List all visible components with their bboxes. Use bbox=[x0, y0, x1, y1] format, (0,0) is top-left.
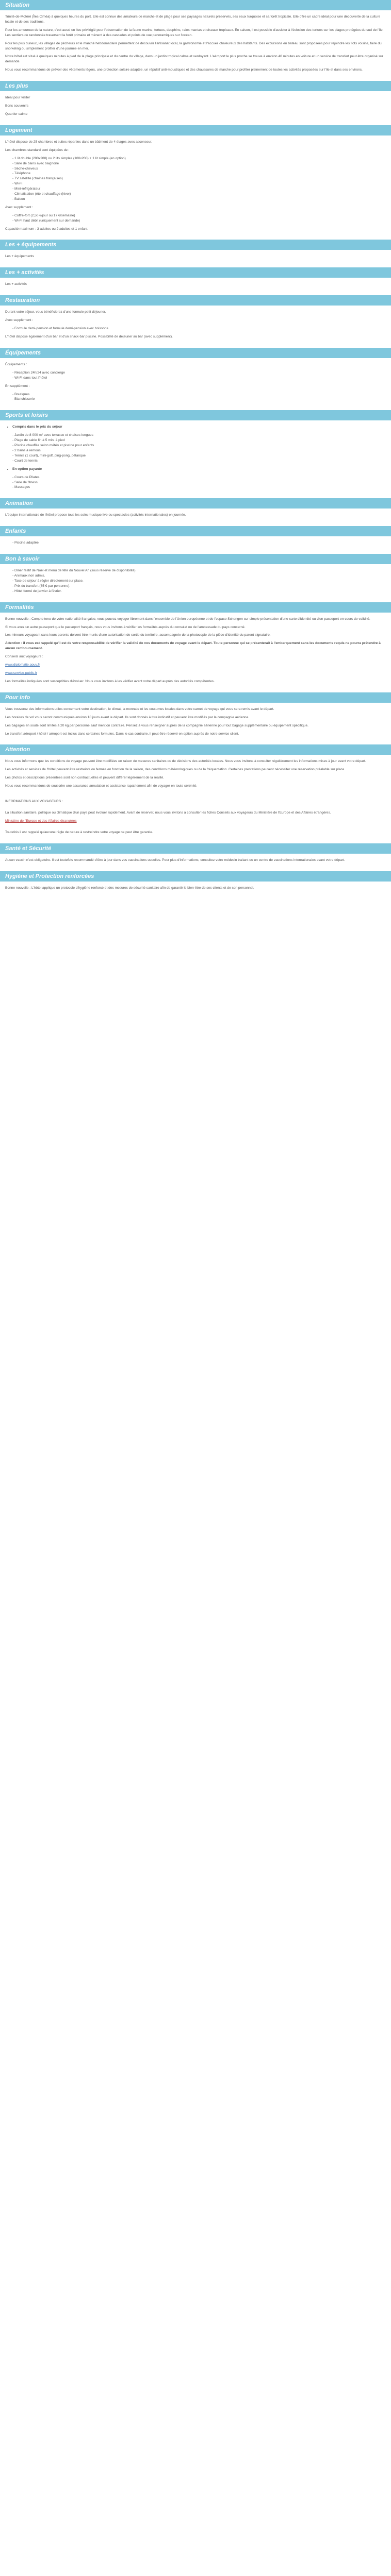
les-plus-item: Quartier calme bbox=[5, 112, 28, 116]
situation-paragraph: Pour les amoureux de la nature, c'est aussi un lieu privilégié pour l'observation de la faune marine, tortues, dauphins, raies mantas et oiseaux tropicaux. En saison, il est possible d'assister à l'éclosion des tortues sur les plages protégées du sud de l'île. Les sentiers de randonnée traversent la forêt primaire et mènent à des cascades et points de vue panoramiques sur l'océan. bbox=[5, 28, 384, 37]
logement-supp-list bbox=[5, 213, 386, 224]
pour-info-paragraph: Les bagages en soute sont limités à 20 kg par personne sauf mention contraire. Pensez à vous renseigner auprès de la compagnie aérienne pour tout bagage supplémentaire ou équipement spécifique. bbox=[5, 723, 308, 727]
section-title-les-plus: Les plus bbox=[0, 81, 391, 91]
bon-a-savoir-list bbox=[5, 568, 386, 594]
equip-detail-sub-list bbox=[5, 392, 386, 402]
section-title-logement: Logement bbox=[0, 125, 391, 135]
logement-section bbox=[0, 135, 391, 240]
animation-section bbox=[0, 509, 391, 526]
external-link[interactable]: www.diplomatie.gouv.fr bbox=[5, 663, 40, 667]
formalites-closing: Les formalités indiquées sont susceptibles d'évoluer. Nous vous invitons à les vérifier avant votre départ auprès des autorités compétentes. bbox=[5, 679, 215, 683]
attention-info-label: INFORMATIONS AUX VOYAGEURS : bbox=[5, 800, 63, 804]
les-plus-section bbox=[0, 91, 391, 125]
list-item: - Tennis (1 court), mini-golf, ping-pong, pétanque bbox=[12, 453, 386, 459]
list-item: - Salle de fitness bbox=[12, 480, 386, 485]
section-title-sante: Santé et Sécurité bbox=[0, 843, 391, 854]
section-title-equip-detail: Équipements bbox=[0, 348, 391, 358]
section-title-enfants: Enfants bbox=[0, 526, 391, 536]
situation-paragraph: Nous vous recommandons de prévoir des vêtements légers, une protection solaire adaptée, un répulsif anti-moustiques et des chaussures de marche pour profiter pleinement de toutes les activités proposées sur l'île et dans ses environs. bbox=[5, 68, 363, 72]
hygiene-text: Bonne nouvelle : L'hôtel applique un protocole d'hygiène renforcé et des mesures de sécurité sanitaire afin de garantir le bien-être de ses clients et de son personnel. bbox=[5, 886, 254, 890]
list-item: - Massages bbox=[12, 485, 386, 490]
list-item: - Coffre-fort (2,50 €/jour ou 17 €/semaine) bbox=[12, 213, 386, 218]
list-item: - Piscine chauffée selon météo et piscine pour enfants bbox=[12, 443, 386, 448]
logement-equipment-list bbox=[5, 156, 386, 202]
section-title-restauration: Restauration bbox=[0, 295, 391, 306]
list-item: - Dîner festif de Noël et menu de fête du Nouvel An (sous réserve de disponibilité). bbox=[12, 568, 386, 573]
logement-capacity: Capacité maximum : 3 adultes ou 2 adultes et 1 enfant. bbox=[5, 227, 89, 231]
section-title-attention: Attention bbox=[0, 744, 391, 755]
attention-paragraph: Nous vous informons que les conditions de voyage peuvent être modifiées en raison de mesures sanitaires ou de décisions des autorités locales. Nous vous invitons à consulter régulièrement les informations mises à jour avant votre départ. bbox=[5, 759, 366, 764]
pour-info-paragraph: Les horaires de vol vous seront communiqués environ 10 jours avant le départ. Ils sont donnés à titre indicatif et peuvent être modifiés par la compagnie aérienne. bbox=[5, 715, 250, 719]
les-plus-item: Bons souvenirs bbox=[5, 104, 29, 108]
list-item: - Salle de bains avec baignoire bbox=[12, 161, 386, 166]
list-item: - Climatisation (été et chauffage (hiver) bbox=[12, 192, 386, 197]
restauration-list bbox=[5, 326, 386, 331]
equipements-section bbox=[0, 250, 391, 267]
attention-closing: Toutefois il est rappelé qu'aucune règle de nature à restreindre votre voyage ne peut être garantie. bbox=[5, 830, 153, 834]
list-item: - Réception 24h/24 avec concierge bbox=[12, 370, 386, 376]
formalites-paragraph: Bonne nouvelle : Compte tenu de votre nationalité française, vous pouvez voyager librement dans l'ensemble de l'Union européenne et de l'espace Schengen sur simple présentation d'une carte d'identité ou d'un passeport en cours de validité. bbox=[5, 617, 370, 621]
list-item: - Blanchisserie bbox=[12, 397, 386, 402]
external-link[interactable]: www.service-public.fr bbox=[5, 671, 37, 675]
attention-info-text: La situation sanitaire, politique ou climatique d'un pays peut évoluer rapidement. Avant de réserver, nous vous invitons à consulter les fiches Conseils aux voyageurs du Ministère de l'Europe et des Affaires étrangères. bbox=[5, 810, 331, 815]
hotel-description-page bbox=[0, 0, 391, 899]
section-title-sports: Sports et loisirs bbox=[0, 410, 391, 420]
section-title-animation: Animation bbox=[0, 498, 391, 509]
list-item: - Mini-réfrigérateur bbox=[12, 187, 386, 192]
sports-section bbox=[0, 420, 391, 498]
list-item: - Wi-Fi dans tout l'hôtel bbox=[12, 376, 386, 381]
list-item: - Wi-Fi bbox=[12, 181, 386, 187]
sante-text: Aucun vaccin n'est obligatoire. Il est toutefois recommandé d'être à jour dans vos vaccinations usuelles. Pour plus d'informations, consultez votre médecin traitant ou un centre de vaccinations internationales avant votre départ. bbox=[5, 858, 345, 862]
formalites-paragraph: Attention : il vous est rappelé qu'il est de votre responsabilité de vérifier la validité de vos documents de voyage avant le départ. Toute personne qui se présenterait à l'embarquement sans les documents requis ne pourra prétendre à aucun remboursement. bbox=[5, 641, 381, 651]
equip-detail-sub-intro: En supplément : bbox=[5, 384, 30, 388]
formalites-paragraph: Les mineurs voyageant sans leurs parents doivent être munis d'une autorisation de sortie du territoire, accompagnée de la photocopie de la pièce d'identité du parent signataire. bbox=[5, 633, 271, 637]
restauration-list-intro: Avec supplément : bbox=[5, 318, 34, 323]
equip-detail-section bbox=[0, 358, 391, 410]
list-item: - Court de tennis bbox=[12, 459, 386, 464]
pour-info-section bbox=[0, 703, 391, 745]
logement-intro: L'hôtel dispose de 25 chambres et suites réparties dans un bâtiment de 4 étages avec ascenseur. bbox=[5, 140, 152, 144]
list-item: - Wi-Fi haut débit (uniquement sur demande) bbox=[12, 218, 386, 224]
formalites-section bbox=[0, 613, 391, 692]
enfants-section bbox=[0, 536, 391, 554]
sports-paid-label: • En option payante bbox=[12, 467, 386, 472]
list-item: - 1 lit double (200x200) ou 2 lits simples (100x200) + 1 lit simple (en option) bbox=[12, 156, 386, 161]
section-title-bon-a-savoir: Bon à savoir bbox=[0, 554, 391, 564]
list-item: - Piscine adaptée bbox=[12, 540, 386, 546]
activites-text: Les + activités bbox=[5, 282, 27, 286]
list-item: - Formule demi-pension et formule demi-pension avec boissons bbox=[12, 326, 386, 331]
section-title-equipements: Les + équipements bbox=[0, 240, 391, 250]
attention-section bbox=[0, 755, 391, 843]
list-item: - Sèche-cheveux bbox=[12, 166, 386, 172]
restauration-section bbox=[0, 306, 391, 348]
bon-a-savoir-section bbox=[0, 564, 391, 602]
sports-paid-group bbox=[5, 467, 386, 472]
situation-paragraph: Trinité-de-Moféré (Îles Ciméa) à quelques heures du port. Elle est connue des amateurs de marche et de plage pour ses paysages naturels préservés, ses eaux turquoise et sa forêt tropicale. Elle offre un cadre idéal pour une découverte de la culture locale et de ses traditions. bbox=[5, 15, 381, 24]
enfants-list bbox=[5, 540, 386, 546]
pour-info-paragraph: Le transfert aéroport / hôtel / aéroport est inclus dans certaines formules. Dans le cas contraire, il peut être réservé en option auprès de notre service client. bbox=[5, 732, 239, 736]
sports-included-group bbox=[5, 425, 386, 430]
situation-section bbox=[0, 10, 391, 81]
equipements-text: Les + équipements bbox=[5, 255, 34, 259]
list-item: - 2 bains à remous bbox=[12, 448, 386, 453]
attention-paragraph: Nous vous recommandons de souscrire une assurance annulation et assistance rapatriement afin de voyager en toute sérénité. bbox=[5, 784, 198, 788]
section-title-formalites: Formalités bbox=[0, 602, 391, 613]
list-item: - Taxe de séjour à régler directement sur place. bbox=[12, 579, 386, 584]
list-item: - Boutiques bbox=[12, 392, 386, 397]
activites-section bbox=[0, 278, 391, 295]
list-item: - Téléphone bbox=[12, 171, 386, 176]
section-title-pour-info: Pour info bbox=[0, 692, 391, 703]
situation-paragraph: Pour les plus curieux, les villages de pêcheurs et le marché hebdomadaire permettent de découvrir l'artisanat local, la gastronomie et l'accueil chaleureux des habitants. Des excursions en bateau sont proposées pour rejoindre les îlots voisins, faire du snorkeling ou simplement profiter d'une journée en mer. bbox=[5, 41, 382, 50]
attention-paragraph: Les photos et descriptions présentées sont non contractuelles et peuvent différer légèrement de la réalité. bbox=[5, 776, 165, 780]
section-title-activites: Les + activités bbox=[0, 267, 391, 278]
equip-detail-list bbox=[5, 370, 386, 381]
section-title-hygiene: Hygiène et Protection renforcées bbox=[0, 871, 391, 882]
attention-paragraph: Les activités et services de l'hôtel peuvent être restreints ou fermés en fonction de la saison, des conditions météorologiques ou de la fréquentation. Certaines prestations peuvent nécessiter une réservation préalable sur place. bbox=[5, 768, 346, 772]
formalites-paragraph: Si vous avez un autre passeport que le passeport français, nous vous invitons à vérifier les formalités auprès du consulat ou de l'ambassade du pays concerné. bbox=[5, 625, 246, 629]
list-item: - Balcon bbox=[12, 197, 386, 202]
formalites-links-intro: Conseils aux voyageurs : bbox=[5, 655, 43, 659]
sports-included-list bbox=[5, 433, 386, 463]
list-item: - TV satellite (chaînes françaises) bbox=[12, 176, 386, 181]
section-title-situation: Situation bbox=[0, 0, 391, 10]
animation-text: L'équipe internationale de l'hôtel propose tous les soirs musique live ou spectacles (activités internationales) en journée. bbox=[5, 513, 186, 517]
list-item: - Plage de sable fin à 5 min. à pied bbox=[12, 438, 386, 443]
sports-included-label: • Compris dans le prix du séjour bbox=[12, 425, 386, 430]
list-item: - Jardin de 8 000 m² avec terrasse et chaises longues bbox=[12, 433, 386, 438]
situation-paragraph: Notre hôtel est situé à quelques minutes à pied de la plage principale et du centre du village, dans un jardin tropical calme et verdoyant. L'aéroport le plus proche se trouve à environ 40 minutes en voiture et un service de transfert peut être organisé sur demande. bbox=[5, 55, 383, 64]
logement-list-intro: Les chambres standard sont équipées de : bbox=[5, 148, 70, 152]
pour-info-paragraph: Vous trouverez des informations utiles concernant votre destination, le climat, la monnaie et les coutumes locales dans votre carnet de voyage qui vous sera remis avant le départ. bbox=[5, 707, 274, 711]
hygiene-section bbox=[0, 882, 391, 899]
sports-paid-list bbox=[5, 475, 386, 490]
list-item: - Cours de Pilates bbox=[12, 475, 386, 480]
restauration-paragraph: L'hôtel dispose également d'un bar et d'un snack-bar piscine. Possibilité de déjeuner au bar (avec supplément). bbox=[5, 335, 173, 338]
restauration-paragraph: Durant votre séjour, vous bénéficierez d'une formule petit déjeuner. bbox=[5, 310, 106, 314]
list-item: - Prix du transfert (65 € par personne). bbox=[12, 584, 386, 589]
logement-supp-intro: Avec supplément : bbox=[5, 205, 34, 209]
ministry-link[interactable]: Ministère de l'Europe et des Affaires étrangères bbox=[5, 819, 77, 823]
sante-section bbox=[0, 854, 391, 871]
list-item: - Hôtel fermé de janvier à février. bbox=[12, 589, 386, 594]
les-plus-item: Idéal pour visiter bbox=[5, 96, 30, 100]
equip-detail-list-intro: Équipements : bbox=[5, 362, 27, 366]
list-item: - Animaux non admis. bbox=[12, 573, 386, 579]
